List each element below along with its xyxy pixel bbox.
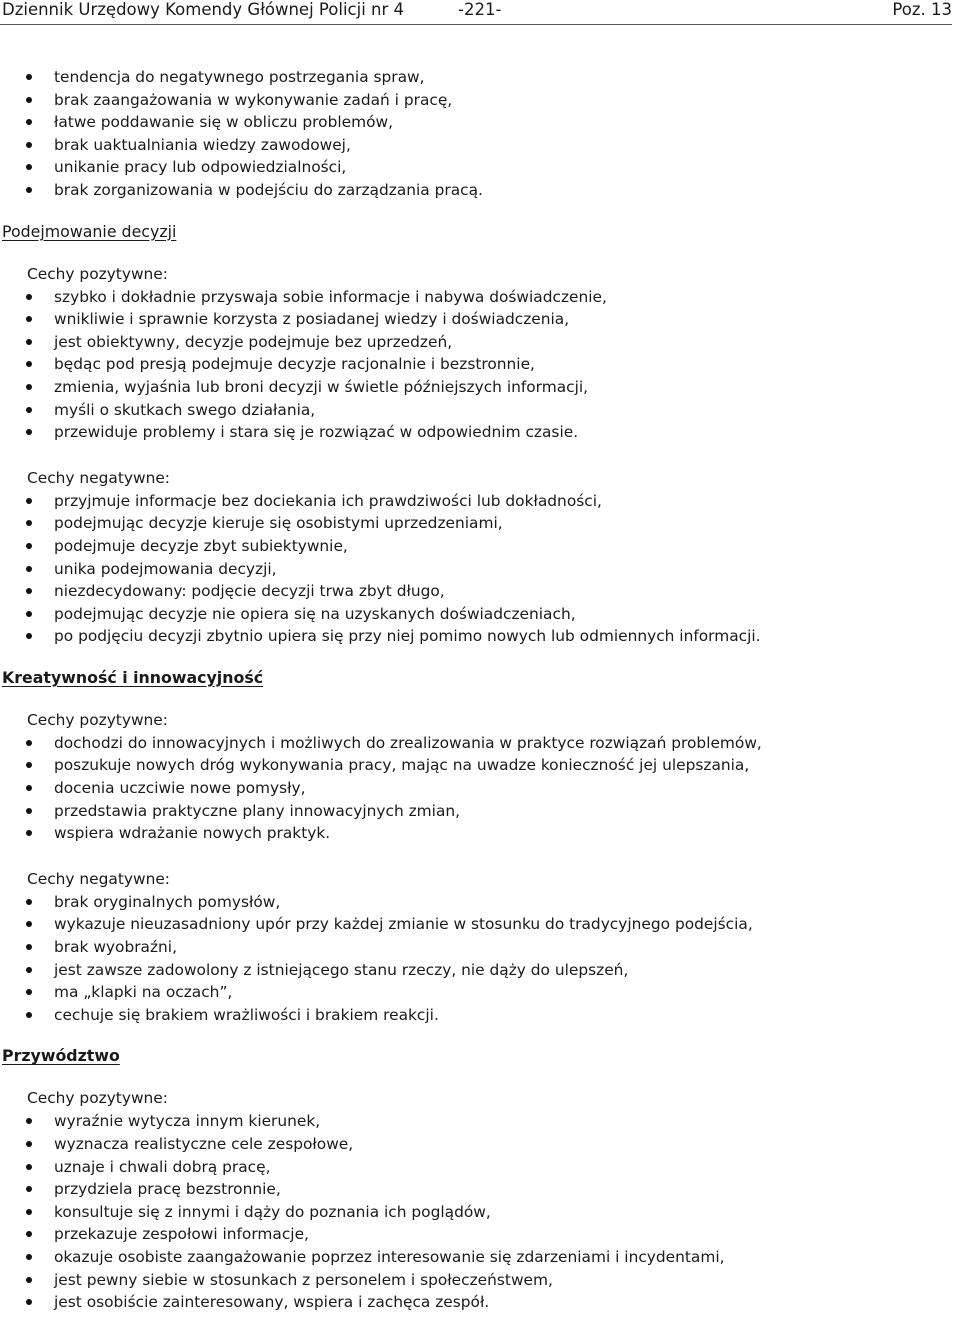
bullet-icon — [26, 762, 32, 768]
list-item: brak zaangażowania w wykonywanie zadań i pracę, — [0, 89, 952, 112]
list-item: zmienia, wyjaśnia lub broni decyzji w świetle późniejszych informacji, — [0, 376, 952, 399]
bullet-icon — [26, 1277, 32, 1283]
bullet-icon — [26, 944, 32, 950]
bullet-icon — [26, 1209, 32, 1215]
bullet-icon — [26, 1231, 32, 1237]
list-item: wyraźnie wytycza innym kierunek, — [0, 1110, 952, 1133]
bullet-icon — [26, 566, 32, 572]
section-title-decision-making: Podejmowanie decyzji — [2, 221, 177, 241]
list-item: wnikliwie i sprawnie korzysta z posiadanej wiedzy i doświadczenia, — [0, 308, 952, 331]
bullet-icon — [26, 543, 32, 549]
list-item: przedstawia praktyczne plany innowacyjnych zmian, — [0, 800, 952, 823]
page-header — [0, 0, 952, 25]
list-item: unika podejmowania decyzji, — [0, 558, 952, 581]
list-item: przyjmuje informacje bez dociekania ich prawdziwości lub dokładności, — [0, 490, 952, 513]
list-item: jest obiektywny, decyzje podejmuje bez uprzedzeń, — [0, 331, 952, 354]
list-item: wyznacza realistyczne cele zespołowe, — [0, 1133, 952, 1156]
list-item: jest pewny siebie w stosunkach z personelem i społeczeństwem, — [0, 1269, 952, 1292]
bullet-icon — [26, 1164, 32, 1170]
bullet-icon — [26, 187, 32, 193]
intro-list — [0, 66, 952, 202]
bullet-icon — [26, 429, 32, 435]
list-item: będąc pod presją podejmuje decyzje racjonalnie i bezstronnie, — [0, 353, 952, 376]
journal-title: Dziennik Urzędowy Komendy Głównej Policji nr 4 — [2, 0, 405, 19]
list-item: brak zorganizowania w podejściu do zarządzania pracą. — [0, 179, 952, 202]
list-item: cechuje się brakiem wrażliwości i brakiem reakcji. — [0, 1004, 952, 1027]
bullet-icon — [26, 921, 32, 927]
position-number: Poz. 13 — [892, 0, 952, 19]
bullet-icon — [26, 74, 32, 80]
list-item: podejmując decyzje kieruje się osobistymi uprzedzeniami, — [0, 512, 952, 535]
bullet-icon — [26, 1141, 32, 1147]
list-item: ma „klapki na oczach”, — [0, 981, 952, 1004]
bullet-icon — [26, 384, 32, 390]
list-item: jest osobiście zainteresowany, wspiera i zachęca zespół. — [0, 1291, 952, 1314]
bullet-icon — [26, 808, 32, 814]
list-item: dochodzi do innowacyjnych i możliwych do zrealizowania w praktyce rozwiązań problemów, — [0, 732, 952, 755]
positive-traits-list — [0, 732, 952, 845]
list-item: brak oryginalnych pomysłów, — [0, 891, 952, 914]
negative-traits-list — [0, 490, 952, 648]
list-item: jest zawsze zadowolony z istniejącego stanu rzeczy, nie dąży do ulepszeń, — [0, 959, 952, 982]
bullet-icon — [26, 142, 32, 148]
bullet-icon — [26, 611, 32, 617]
bullet-icon — [26, 119, 32, 125]
bullet-icon — [26, 316, 32, 322]
positive-traits-heading: Cechy pozytywne: — [27, 264, 168, 283]
bullet-icon — [26, 1012, 32, 1018]
positive-traits-heading: Cechy pozytywne: — [27, 710, 168, 729]
negative-traits-heading: Cechy negatywne: — [27, 468, 170, 487]
list-item: niezdecydowany: podjęcie decyzji trwa zbyt długo, — [0, 580, 952, 603]
bullet-icon — [26, 989, 32, 995]
bullet-icon — [26, 339, 32, 345]
bullet-icon — [26, 498, 32, 504]
negative-traits-list — [0, 891, 952, 1027]
negative-traits-heading: Cechy negatywne: — [27, 869, 170, 888]
list-item: uznaje i chwali dobrą pracę, — [0, 1156, 952, 1179]
bullet-icon — [26, 588, 32, 594]
positive-traits-list — [0, 286, 952, 444]
list-item: poszukuje nowych dróg wykonywania pracy, mając na uwadze konieczność jej ulepszania, — [0, 754, 952, 777]
bullet-icon — [26, 294, 32, 300]
bullet-icon — [26, 164, 32, 170]
list-item: przekazuje zespołowi informacje, — [0, 1223, 952, 1246]
list-item: okazuje osobiste zaangażowanie poprzez interesowanie się zdarzeniami i incydentami, — [0, 1246, 952, 1269]
bullet-icon — [26, 899, 32, 905]
list-item: po podjęciu decyzji zbytnio upiera się przy niej pomimo nowych lub odmiennych informacji. — [0, 625, 952, 648]
bullet-icon — [26, 785, 32, 791]
bullet-icon — [26, 97, 32, 103]
bullet-icon — [26, 520, 32, 526]
document-body — [0, 66, 952, 1314]
list-item: myśli o skutkach swego działania, — [0, 399, 952, 422]
bullet-icon — [26, 407, 32, 413]
positive-traits-heading: Cechy pozytywne: — [27, 1089, 168, 1108]
section-title-leadership: Przywództwo — [2, 1046, 120, 1066]
list-item: podejmuje decyzje zbyt subiektywnie, — [0, 535, 952, 558]
list-item: podejmując decyzje nie opiera się na uzyskanych doświadczeniach, — [0, 603, 952, 626]
bullet-icon — [26, 633, 32, 639]
list-item: unikanie pracy lub odpowiedzialności, — [0, 156, 952, 179]
section-title-creativity: Kreatywność i innowacyjność — [2, 667, 264, 687]
page-number: -221- — [458, 0, 502, 19]
list-item: brak wyobraźni, — [0, 936, 952, 959]
list-item: przewiduje problemy i stara się je rozwiązać w odpowiednim czasie. — [0, 421, 952, 444]
bullet-icon — [26, 967, 32, 973]
bullet-icon — [26, 740, 32, 746]
list-item: szybko i dokładnie przyswaja sobie informacje i nabywa doświadczenie, — [0, 286, 952, 309]
list-item: wykazuje nieuzasadniony upór przy każdej zmianie w stosunku do tradycyjnego podejścia, — [0, 913, 952, 936]
list-item: wspiera wdrażanie nowych praktyk. — [0, 822, 952, 845]
bullet-icon — [26, 1254, 32, 1260]
bullet-icon — [26, 1118, 32, 1124]
list-item: łatwe poddawanie się w obliczu problemów, — [0, 111, 952, 134]
list-item: tendencja do negatywnego postrzegania spraw, — [0, 66, 952, 89]
bullet-icon — [26, 830, 32, 836]
list-item: przydziela pracę bezstronnie, — [0, 1178, 952, 1201]
list-item: konsultuje się z innymi i dąży do poznania ich poglądów, — [0, 1201, 952, 1224]
bullet-icon — [26, 1186, 32, 1192]
positive-traits-list — [0, 1110, 952, 1313]
bullet-icon — [26, 1299, 32, 1305]
bullet-icon — [26, 361, 32, 367]
list-item: brak uaktualniania wiedzy zawodowej, — [0, 134, 952, 157]
list-item: docenia uczciwie nowe pomysły, — [0, 777, 952, 800]
